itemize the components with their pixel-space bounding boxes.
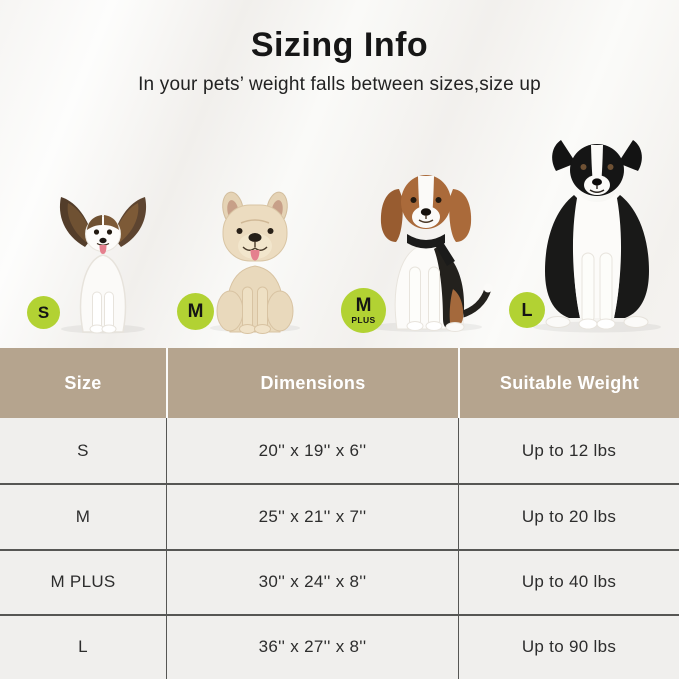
papillon-dog-icon [50, 192, 156, 334]
size-badge-s-label: S [37, 303, 50, 322]
french-bulldog-dog-icon [203, 190, 307, 334]
table-row-l [0, 614, 679, 679]
column-header-suitable-weight: Suitable Weight [458, 348, 679, 418]
size-badge-l-label: L [521, 300, 533, 320]
cell-dimensions: 25'' x 21'' x 7'' [166, 485, 458, 548]
size-badge-s [27, 296, 60, 329]
cell-weight: Up to 20 lbs [458, 485, 679, 548]
cell-size: M PLUS [50, 572, 116, 592]
table-row-s [0, 418, 679, 483]
cell-size: S [77, 440, 89, 460]
cell-dimensions: 36'' x 27'' x 8'' [166, 616, 458, 679]
size-badge-m-label: M [187, 301, 204, 322]
size-badge-m-plus-label: M [355, 295, 372, 317]
sizing-table [0, 348, 679, 679]
cell-size: L [78, 637, 88, 657]
french-bulldog-dog-image [203, 190, 307, 334]
table-row-m-plus [0, 549, 679, 614]
papillon-dog-image [50, 192, 156, 334]
size-badge-m-plus [341, 288, 386, 333]
page-subtitle: In your pets’ weight falls between sizes,size up [138, 74, 541, 95]
table-row-m [0, 483, 679, 548]
cell-dimensions: 20'' x 19'' x 6'' [166, 418, 458, 483]
page-title: Sizing Info [250, 26, 429, 64]
table-header-row [0, 348, 679, 418]
size-badge-m-plus-sublabel: PLUS [351, 315, 376, 326]
column-header-size: Size [64, 372, 102, 393]
cell-size: M [75, 506, 91, 526]
column-header-dimensions: Dimensions [166, 348, 458, 418]
cell-weight: Up to 12 lbs [458, 418, 679, 483]
cell-weight: Up to 90 lbs [458, 616, 679, 679]
table-body [0, 418, 679, 679]
size-badge-l [509, 292, 545, 328]
cell-weight: Up to 40 lbs [458, 551, 679, 614]
cell-dimensions: 30'' x 24'' x 8'' [166, 551, 458, 614]
size-badge-m [177, 293, 214, 330]
